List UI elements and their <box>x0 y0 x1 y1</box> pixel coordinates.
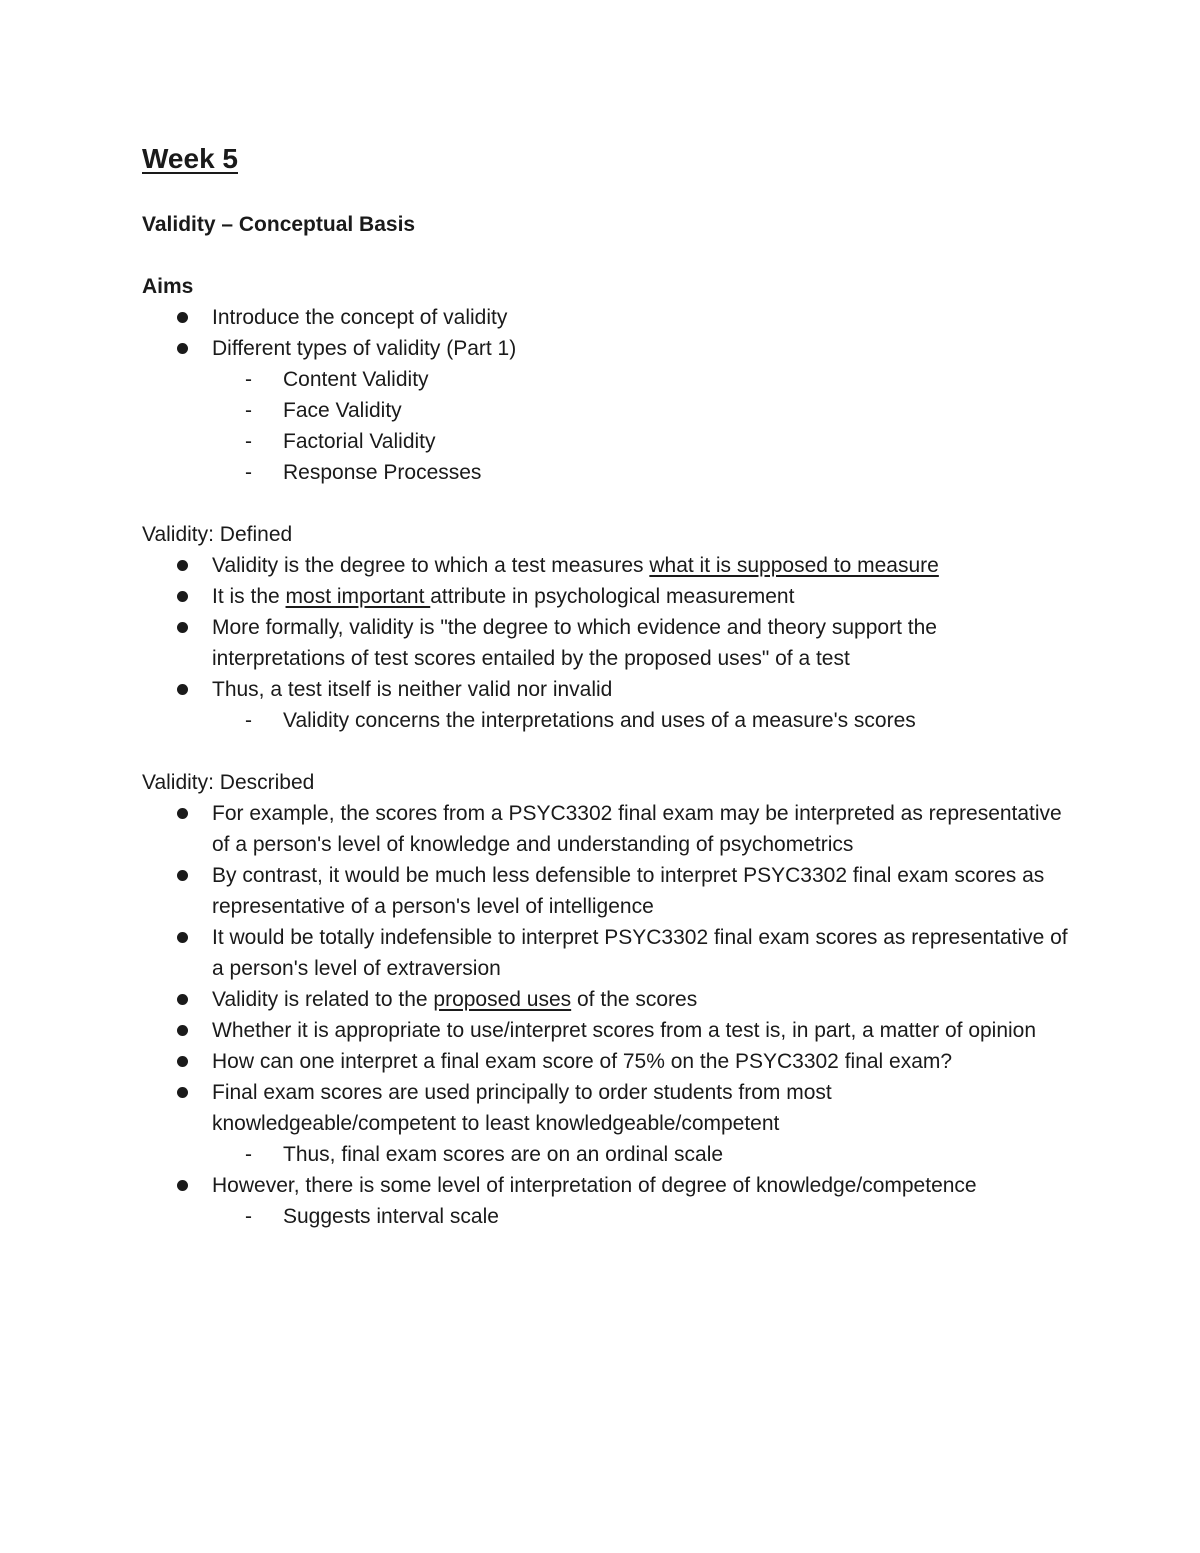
list-item-text: By contrast, it would be much less defensible to interpret PSYC3302 final exam scores as representative of a person's level of intelligence <box>212 864 1045 918</box>
bullet-icon <box>177 622 188 633</box>
list-item <box>142 1077 1072 1170</box>
dash-icon: - <box>245 1143 252 1166</box>
described-heading: Validity: Described <box>142 771 315 794</box>
defined-heading: Validity: Defined <box>142 523 293 546</box>
sub-list-item <box>212 705 1072 736</box>
list-item <box>142 922 1072 984</box>
list-item <box>142 860 1072 922</box>
underlined-phrase: proposed uses <box>433 988 572 1011</box>
dash-icon: - <box>245 461 252 484</box>
sub-list-item-text: Response Processes <box>283 461 482 484</box>
bullet-icon <box>177 1025 188 1036</box>
aims-section <box>142 271 1072 488</box>
underlined-phrase: what it is supposed to measure <box>649 554 939 577</box>
list-item-text: Whether it is appropriate to use/interpret scores from a test is, in part, a matter of opinion <box>212 1019 1037 1042</box>
bullet-icon <box>177 684 188 695</box>
defined-list <box>142 550 1072 736</box>
sub-list-item <box>212 457 1072 488</box>
sub-list <box>212 1201 1072 1232</box>
spacer <box>142 488 1072 519</box>
defined-section <box>142 519 1072 736</box>
sub-list <box>212 1139 1072 1170</box>
list-item-text: It is the <box>212 585 286 608</box>
list-item <box>142 302 1072 333</box>
list-item-text: Different types of validity (Part 1) <box>212 337 517 360</box>
list-item-text: For example, the scores from a PSYC3302 final exam may be interpreted as representative of a person's level of knowledge and understanding of psychometrics <box>212 802 1062 856</box>
bullet-icon <box>177 560 188 571</box>
dash-icon: - <box>245 399 252 422</box>
aims-heading: Aims <box>142 275 194 298</box>
dash-icon: - <box>245 368 252 391</box>
sub-list-item-text: Suggests interval scale <box>283 1205 499 1228</box>
list-item-text: of the scores <box>571 988 698 1011</box>
underlined-phrase: most important <box>285 585 431 608</box>
list-item <box>142 984 1072 1015</box>
list-item-text: However, there is some level of interpretation of degree of knowledge/competence <box>212 1174 977 1197</box>
document-page <box>142 136 1072 1232</box>
sub-list-item <box>212 426 1072 457</box>
list-item-text: How can one interpret a final exam score of 75% on the PSYC3302 final exam? <box>212 1050 953 1073</box>
bullet-icon <box>177 312 188 323</box>
list-item-text: Thus, a test itself is neither valid nor invalid <box>212 678 613 701</box>
bullet-icon <box>177 1087 188 1098</box>
list-item-text: attribute in psychological measurement <box>430 585 795 608</box>
list-item-text: Final exam scores are used principally to order students from most knowledgeable/competent to least knowledgeable/competent <box>212 1081 832 1135</box>
bullet-icon <box>177 808 188 819</box>
bullet-icon <box>177 343 188 354</box>
spacer <box>142 736 1072 767</box>
page-title: Week 5 <box>142 143 238 174</box>
list-item <box>142 550 1072 581</box>
sub-list-item-text: Thus, final exam scores are on an ordinal scale <box>283 1143 724 1166</box>
aims-list <box>142 302 1072 488</box>
list-item <box>142 798 1072 860</box>
sub-list-item <box>212 364 1072 395</box>
list-item <box>142 1046 1072 1077</box>
section-title: Validity – Conceptual Basis <box>142 213 416 236</box>
described-section <box>142 767 1072 1232</box>
sub-list-item-text: Content Validity <box>283 368 429 391</box>
bullet-icon <box>177 932 188 943</box>
bullet-icon <box>177 994 188 1005</box>
sub-list-item <box>212 1139 1072 1170</box>
sub-list-item <box>212 1201 1072 1232</box>
list-item <box>142 581 1072 612</box>
bullet-icon <box>177 1180 188 1191</box>
bullet-icon <box>177 870 188 881</box>
list-item-text: Validity is the degree to which a test measures <box>212 554 650 577</box>
bullet-icon <box>177 1056 188 1067</box>
list-item <box>142 333 1072 488</box>
bullet-icon <box>177 591 188 602</box>
list-item-text: It would be totally indefensible to interpret PSYC3302 final exam scores as representative of a person's level of extraversion <box>212 926 1068 980</box>
sub-list-item-text: Face Validity <box>283 399 402 422</box>
list-item <box>142 612 1072 674</box>
sub-list-item-text: Factorial Validity <box>283 430 436 453</box>
list-item <box>142 674 1072 736</box>
list-item <box>142 1015 1072 1046</box>
list-item <box>142 1170 1072 1232</box>
list-item-text: Introduce the concept of validity <box>212 306 508 329</box>
sub-list <box>212 364 1072 488</box>
described-list <box>142 798 1072 1232</box>
dash-icon: - <box>245 709 252 732</box>
list-item-text: Validity is related to the <box>212 988 434 1011</box>
sub-list-item-text: Validity concerns the interpretations and uses of a measure's scores <box>283 709 916 732</box>
sub-list <box>212 705 1072 736</box>
dash-icon: - <box>245 430 252 453</box>
list-item-text: More formally, validity is "the degree to which evidence and theory support the interpretations of test scores entailed by the proposed uses" of a test <box>212 616 937 670</box>
dash-icon: - <box>245 1205 252 1228</box>
sub-list-item <box>212 395 1072 426</box>
